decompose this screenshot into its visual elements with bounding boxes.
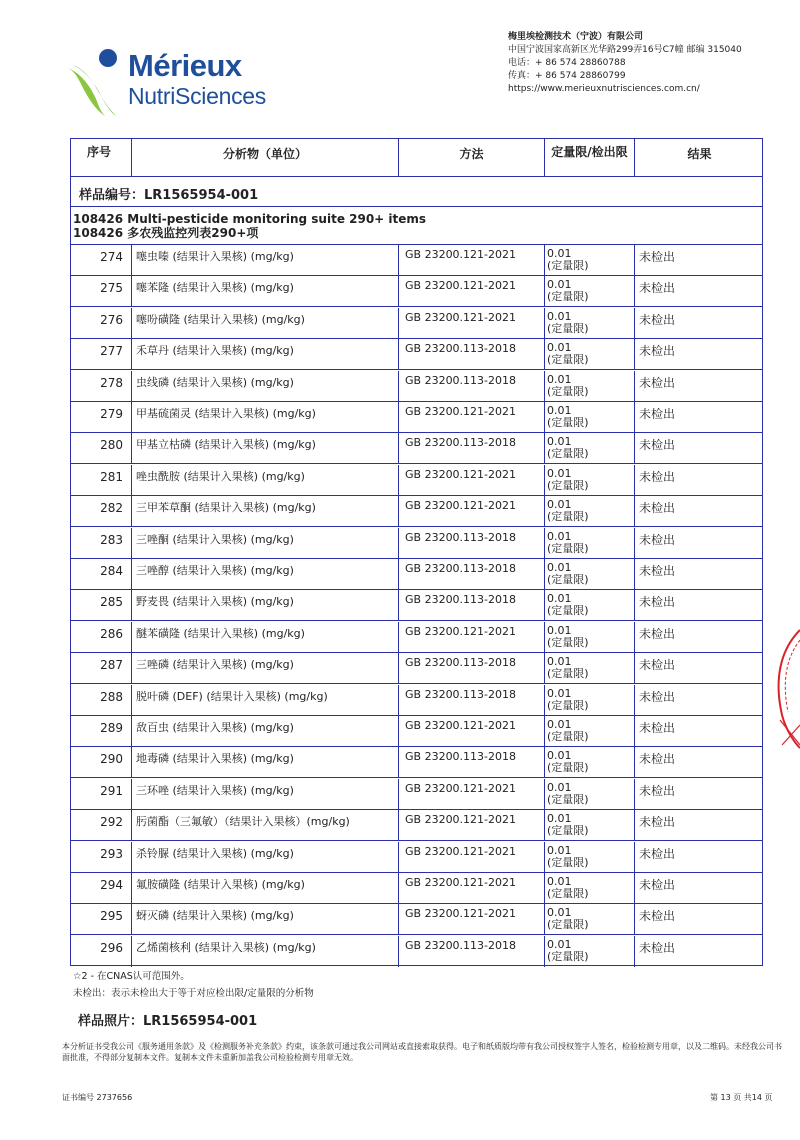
row-number: 291 <box>100 783 123 798</box>
row-limit <box>545 496 635 527</box>
row-analyte: 蚜灭磷 (结果计入果核) (mg/kg) <box>131 904 399 935</box>
row-result: 未检出 <box>639 250 676 264</box>
row-result: 未检出 <box>639 469 676 484</box>
row-result: 未检出 <box>639 909 676 924</box>
row-result: 未检出 <box>639 815 676 830</box>
table-row <box>71 779 762 810</box>
row-number: 280 <box>100 438 123 453</box>
table-row <box>71 528 762 559</box>
official-seal-stamp <box>760 620 800 750</box>
row-limit-value: 0.01 <box>547 655 572 669</box>
row-limit-value: 0.01 <box>547 372 572 386</box>
row-limit <box>545 842 635 873</box>
row-number: 285 <box>100 595 123 610</box>
row-result: 未检出 <box>639 281 676 296</box>
row-method: GB 23200.121-2021 <box>399 873 545 904</box>
row-limit <box>545 339 635 370</box>
row-result: 未检出 <box>639 312 676 327</box>
row-limit-type: (定量限) <box>547 855 589 869</box>
row-result: 未检出 <box>639 501 676 516</box>
row-limit-type: (定量限) <box>547 792 589 806</box>
row-result: 未检出 <box>639 375 676 390</box>
row-method: GB 23200.113-2018 <box>399 747 545 778</box>
row-limit-value: 0.01 <box>547 278 572 292</box>
table-row <box>71 716 762 747</box>
row-result: 未检出 <box>639 846 676 861</box>
row-limit-value: 0.01 <box>547 749 572 763</box>
row-method: GB 23200.113-2018 <box>399 590 545 621</box>
row-analyte: 三唑醇 (结果计入果核) (mg/kg) <box>131 559 399 590</box>
row-number: 290 <box>100 752 123 767</box>
row-limit-value: 0.01 <box>547 875 572 888</box>
company-logo <box>68 46 278 118</box>
row-result: 未检出 <box>639 344 676 359</box>
row-limit-type: (定量限) <box>547 510 589 524</box>
row-number: 289 <box>100 721 123 735</box>
sample-number: 样品编号：LR1565954-001 <box>79 188 259 203</box>
row-method: GB 23200.121-2021 <box>399 245 545 276</box>
row-analyte: 杀铃脲 (结果计入果核) (mg/kg) <box>131 842 399 873</box>
row-method: GB 23200.121-2021 <box>399 810 545 841</box>
table-row <box>71 936 762 967</box>
logo-mark-icon <box>68 46 128 118</box>
row-limit-value: 0.01 <box>547 780 572 794</box>
row-limit <box>545 308 635 339</box>
table-row <box>71 873 762 904</box>
header-limit: 定量限/检出限 <box>545 139 635 177</box>
company-phone: 电话：+ 86 574 28860788 <box>508 58 626 68</box>
row-analyte: 醚苯磺隆 (结果计入果核) (mg/kg) <box>131 622 399 653</box>
row-limit <box>545 716 635 747</box>
table-row <box>71 842 762 873</box>
row-number: 275 <box>100 281 123 296</box>
row-limit-value: 0.01 <box>547 404 572 417</box>
row-limit-type: (定量限) <box>547 447 589 461</box>
row-analyte: 三唑磷 (结果计入果核) (mg/kg) <box>131 653 399 684</box>
table-row <box>71 810 762 841</box>
logo-text-merieux: Mérieux <box>128 48 242 83</box>
row-method: GB 23200.113-2018 <box>399 685 545 716</box>
row-number: 282 <box>100 501 123 516</box>
row-result: 未检出 <box>639 689 676 704</box>
row-analyte: 甲基硫菌灵 (结果计入果核) (mg/kg) <box>131 402 399 433</box>
table-row <box>71 245 762 276</box>
company-info <box>508 31 742 96</box>
row-method: GB 23200.113-2018 <box>399 528 545 559</box>
row-result: 未检出 <box>639 564 676 578</box>
row-number: 284 <box>100 564 123 578</box>
row-limit <box>545 402 635 433</box>
row-limit <box>545 276 635 307</box>
company-name: 梅里埃检测技术（宁波）有限公司 <box>508 32 644 42</box>
table-row <box>71 904 762 935</box>
row-number: 295 <box>100 909 123 924</box>
row-limit-type: (定量限) <box>547 887 589 900</box>
results-table <box>70 138 763 966</box>
row-analyte: 三环唑 (结果计入果核) (mg/kg) <box>131 779 399 810</box>
row-method: GB 23200.121-2021 <box>399 904 545 935</box>
row-result: 未检出 <box>639 407 676 421</box>
suite-title-cn: 108426 多农残监控列表290+项 <box>73 226 259 240</box>
table-row <box>71 747 762 778</box>
row-method: GB 23200.113-2018 <box>399 371 545 402</box>
suite-title-en: 108426 Multi-pesticide monitoring suite 290+ items <box>73 212 427 226</box>
row-analyte: 三甲苯草酮 (结果计入果核) (mg/kg) <box>131 496 399 527</box>
row-limit-value: 0.01 <box>547 718 572 731</box>
row-number: 288 <box>100 689 123 704</box>
row-limit <box>545 622 635 653</box>
row-method: GB 23200.113-2018 <box>399 653 545 684</box>
table-row <box>71 496 762 527</box>
row-number: 296 <box>100 940 123 955</box>
row-limit-type: (定量限) <box>547 541 589 555</box>
row-number: 292 <box>100 815 123 830</box>
table-row <box>71 276 762 307</box>
company-fax: 传真：+ 86 574 28860799 <box>508 71 626 81</box>
row-result: 未检出 <box>639 658 676 673</box>
row-limit-value: 0.01 <box>547 435 572 449</box>
row-limit <box>545 528 635 559</box>
row-analyte: 乙烯菌核利 (结果计入果核) (mg/kg) <box>131 936 399 967</box>
row-number: 281 <box>100 469 123 484</box>
company-address: 中国宁波国家高新区光华路299弄16号C7幢 邮编 315040 <box>508 45 742 55</box>
row-limit <box>545 245 635 276</box>
header-no: 序号 <box>87 145 112 159</box>
row-result: 未检出 <box>639 721 676 735</box>
row-number: 277 <box>100 344 123 359</box>
row-limit <box>545 590 635 621</box>
row-method: GB 23200.121-2021 <box>399 842 545 873</box>
row-method: GB 23200.121-2021 <box>399 496 545 527</box>
disclaimer: 本分析证书受我公司《服务通用条款》及《检测服务补充条款》约束，该条款可通过我公司网站或直接索取获得。电子和纸质版均带有我公司授权签字人签名，检验检测专用章，以及二维码。未经我公司书面批准，不得部分复制本文件。复制本文件未重新加盖我公司检验检测专用章无效。 <box>62 1042 782 1062</box>
row-method: GB 23200.113-2018 <box>399 559 545 590</box>
table-row <box>71 685 762 716</box>
table-row <box>71 622 762 653</box>
table-row <box>71 433 762 464</box>
row-limit-type: (定量限) <box>547 384 589 398</box>
table-row <box>71 465 762 496</box>
row-limit-value: 0.01 <box>547 906 572 920</box>
row-limit-type: (定量限) <box>547 635 589 649</box>
row-limit <box>545 685 635 716</box>
row-limit-type: (定量限) <box>547 761 589 775</box>
certificate-number: 证书编号 2737656 <box>62 1093 133 1102</box>
table-row <box>71 559 762 590</box>
row-number: 294 <box>100 878 123 892</box>
row-limit-value: 0.01 <box>547 686 572 700</box>
row-number: 278 <box>100 375 123 390</box>
row-limit-type: (定量限) <box>547 573 589 586</box>
row-result: 未检出 <box>639 595 676 610</box>
row-analyte: 敌百虫 (结果计入果核) (mg/kg) <box>131 716 399 747</box>
table-row <box>71 308 762 339</box>
row-analyte: 脱叶磷 (DEF) (结果计入果核) (mg/kg) <box>131 685 399 716</box>
row-number: 283 <box>100 532 123 547</box>
row-method: GB 23200.113-2018 <box>399 339 545 370</box>
row-number: 286 <box>100 626 123 641</box>
row-method: GB 23200.121-2021 <box>399 779 545 810</box>
row-limit-value: 0.01 <box>547 309 572 323</box>
row-limit <box>545 747 635 778</box>
row-limit-type: (定量限) <box>547 321 589 335</box>
row-limit <box>545 653 635 684</box>
row-limit <box>545 904 635 935</box>
header-result: 结果 <box>687 147 712 161</box>
row-number: 279 <box>100 407 123 421</box>
row-limit <box>545 936 635 967</box>
row-limit-type: (定量限) <box>547 824 589 838</box>
row-analyte: 氟胺磺隆 (结果计入果核) (mg/kg) <box>131 873 399 904</box>
row-limit-value: 0.01 <box>547 937 572 951</box>
row-limit-value: 0.01 <box>547 466 572 480</box>
note-cnas: ☆2 - 在CNAS认可范围外。 <box>73 971 190 982</box>
row-limit <box>545 433 635 464</box>
row-number: 293 <box>100 846 123 861</box>
row-limit-type: (定量限) <box>547 730 589 743</box>
row-limit-value: 0.01 <box>547 623 572 637</box>
row-limit-type: (定量限) <box>547 353 589 367</box>
row-limit-type: (定量限) <box>547 259 589 272</box>
row-analyte: 肟菌酯（三氟敏）（结果计入果核）(mg/kg) <box>131 810 399 841</box>
header-analyte: 分析物（单位） <box>131 139 399 177</box>
notes <box>73 968 314 1002</box>
table-row <box>71 653 762 684</box>
header-method: 方法 <box>399 139 545 177</box>
logo-text-nutrisciences: NutriSciences <box>128 83 266 109</box>
row-number: 276 <box>100 312 123 327</box>
row-limit <box>545 371 635 402</box>
row-analyte: 唑虫酰胺 (结果计入果核) (mg/kg) <box>131 465 399 496</box>
row-method: GB 23200.113-2018 <box>399 433 545 464</box>
page-number: 第 13 页 共14 页 <box>710 1093 773 1102</box>
table-row <box>71 371 762 402</box>
sample-photo-label: 样品照片：LR1565954-001 <box>78 1014 258 1029</box>
row-limit-type: (定量限) <box>547 604 589 618</box>
row-result: 未检出 <box>639 626 676 641</box>
row-method: GB 23200.121-2021 <box>399 716 545 747</box>
row-limit-value: 0.01 <box>547 247 572 260</box>
table-row <box>71 590 762 621</box>
row-limit-value: 0.01 <box>547 561 572 574</box>
row-limit-type: (定量限) <box>547 667 589 681</box>
row-limit-type: (定量限) <box>547 698 589 712</box>
row-limit-type: (定量限) <box>547 949 589 963</box>
row-limit <box>545 873 635 904</box>
row-result: 未检出 <box>639 783 676 798</box>
row-number: 287 <box>100 658 123 673</box>
table-row <box>71 339 762 370</box>
row-result: 未检出 <box>639 940 676 955</box>
row-result: 未检出 <box>639 752 676 767</box>
row-result: 未检出 <box>639 532 676 547</box>
row-number: 274 <box>100 250 123 264</box>
row-limit-type: (定量限) <box>547 478 589 492</box>
row-limit <box>545 779 635 810</box>
row-limit-type: (定量限) <box>547 416 589 429</box>
row-method: GB 23200.121-2021 <box>399 402 545 433</box>
row-analyte: 噻虫嗪 (结果计入果核) (mg/kg) <box>131 245 399 276</box>
row-analyte: 噻吩磺隆 (结果计入果核) (mg/kg) <box>131 308 399 339</box>
row-analyte: 虫线磷 (结果计入果核) (mg/kg) <box>131 371 399 402</box>
row-analyte: 禾草丹 (结果计入果核) (mg/kg) <box>131 339 399 370</box>
row-limit <box>545 559 635 590</box>
row-limit <box>545 810 635 841</box>
row-limit-type: (定量限) <box>547 918 589 932</box>
row-limit-value: 0.01 <box>547 529 572 543</box>
row-limit-value: 0.01 <box>547 498 572 512</box>
row-analyte: 三唑酮 (结果计入果核) (mg/kg) <box>131 528 399 559</box>
company-website: https://www.merieuxnutrisciences.com.cn/ <box>508 84 700 94</box>
row-result: 未检出 <box>639 878 676 892</box>
table-row <box>71 402 762 433</box>
suite-title <box>73 212 426 240</box>
row-analyte: 地毒磷 (结果计入果核) (mg/kg) <box>131 747 399 778</box>
row-method: GB 23200.121-2021 <box>399 622 545 653</box>
note-not-detected: 未检出：表示未检出大于等于对应检出限/定量限的分析物 <box>73 988 314 999</box>
row-analyte: 噻苯隆 (结果计入果核) (mg/kg) <box>131 276 399 307</box>
row-limit-value: 0.01 <box>547 341 572 355</box>
sample-number-band <box>71 177 762 207</box>
row-method: GB 23200.121-2021 <box>399 308 545 339</box>
row-analyte: 野麦畏 (结果计入果核) (mg/kg) <box>131 590 399 621</box>
row-method: GB 23200.121-2021 <box>399 465 545 496</box>
row-limit-value: 0.01 <box>547 812 572 826</box>
row-limit-type: (定量限) <box>547 290 589 304</box>
row-method: GB 23200.113-2018 <box>399 936 545 967</box>
table-header <box>71 139 762 177</box>
row-method: GB 23200.121-2021 <box>399 276 545 307</box>
row-limit <box>545 465 635 496</box>
table-body <box>71 244 762 967</box>
row-limit-value: 0.01 <box>547 843 572 857</box>
row-result: 未检出 <box>639 438 676 453</box>
row-limit-value: 0.01 <box>547 592 572 606</box>
row-analyte: 甲基立枯磷 (结果计入果核) (mg/kg) <box>131 433 399 464</box>
